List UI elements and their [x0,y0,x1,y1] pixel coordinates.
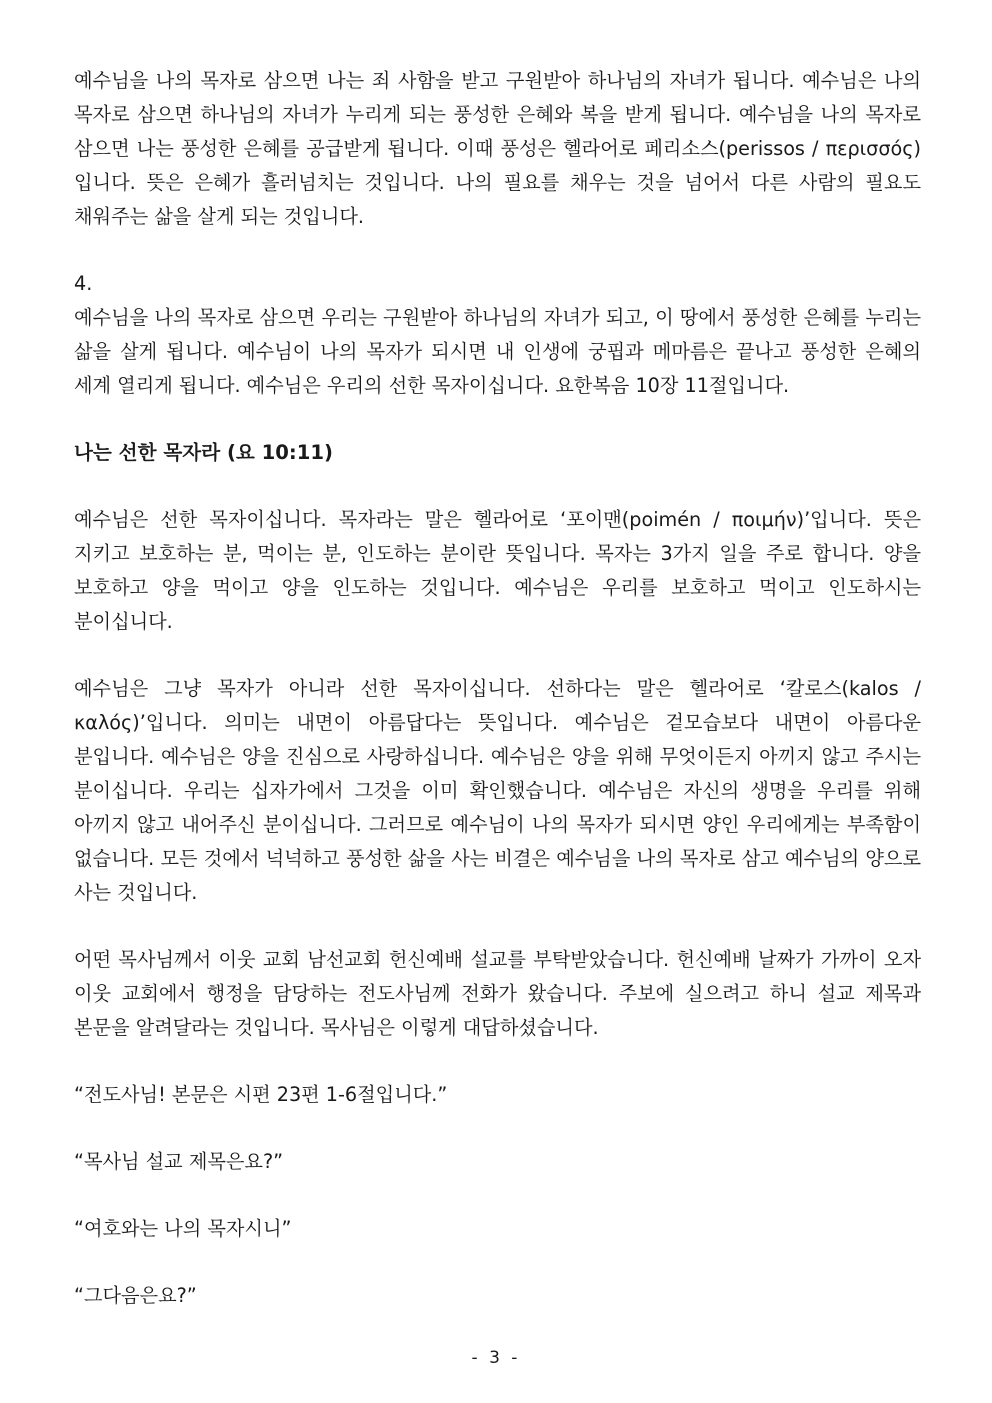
section-number: 4. [74,272,93,295]
paragraph-gap [74,1045,921,1078]
paragraph: 예수님을 나의 목자로 삼으면 나는 죄 사함을 받고 구원받아 하나님의 자녀가 됩니다. 예수님은 나의 목자로 삼으면 하나님의 자녀가 누리게 되는 풍성한 은혜와 복을 받게 됩니다. 예수님을 나의 목자로 삼으면 나는 풍성한 은혜를 공급받게 됩니다. 이때 풍성은 헬라어로 페리소스(perissos / περισσός)입니다. 뜻은 은혜가 흘러넘치는 것입니다. 나의 필요를 채우는 것을 넘어서 다른 사람의 필요도 채워주는 삶을 살게 되는 것입니다. [74,69,921,228]
section-heading: 나는 선한 목자라 (요 10:11) [74,441,333,464]
paragraph-gap [74,403,921,436]
dialogue-line: “여호와는 나의 목자시니” [74,1217,292,1240]
paragraph: 예수님은 선한 목자이십니다. 목자라는 말은 헬라어로 ‘포이맨(poimén / ποιμήν)’입니다. 뜻은 지키고 보호하는 분, 먹이는 분, 인도하는 분이란 뜻입니다. 목자는 3가지 일을 주로 합니다. 양을 보호하고 양을 먹이고 양을 인도하는 것입니다. 예수님은 우리를 보호하고 먹이고 인도하시는 분이십니다. [74,508,921,633]
paragraph-gap [74,639,921,672]
page-number: - 3 - [471,1348,521,1368]
paragraph: 예수님은 그냥 목자가 아니라 선한 목자이십니다. 선하다는 말은 헬라어로 ‘칼로스(kalos / καλός)’입니다. 의미는 내면이 아름답다는 뜻입니다. 예수님은 겉모습보다 내면이 아름다운 분입니다. 예수님은 양을 진심으로 사랑하십니다. 예수님은 양을 위해 무엇이든지 아끼지 않고 주시는 분이십니다. 우리는 십자가에서 그것을 이미 확인했습니다. 예수님은 자신의 생명을 우리를 위해 아끼지 않고 내어주신 분이십니다. 그러므로 예수님이 나의 목자가 되시면 양인 우리에게는 부족함이 없습니다. 모든 것에서 넉넉하고 풍성한 삶을 사는 비결은 예수님을 나의 목자로 삼고 예수님의 양으로 사는 것입니다. [74,677,921,904]
paragraph-gap [74,1179,921,1212]
paragraph: 예수님을 나의 목자로 삼으면 우리는 구원받아 하나님의 자녀가 되고, 이 땅에서 풍성한 은혜를 누리는 삶을 살게 됩니다. 예수님이 나의 목자가 되시면 내 인생에 궁핍과 메마름은 끝나고 풍성한 은혜의 세계 열리게 됩니다. 예수님은 우리의 선한 목자이십니다. 요한복음 10장 11절입니다. [74,306,921,397]
document-body [74,64,921,1313]
paragraph-gap [74,234,921,267]
paragraph-gap [74,910,921,943]
dialogue-line: “그다음은요?” [74,1284,197,1307]
dialogue-line: “전도사님! 본문은 시편 23편 1-6절입니다.” [74,1083,448,1106]
paragraph-gap [74,470,921,503]
dialogue-line: “목사님 설교 제목은요?” [74,1150,284,1173]
paragraph-gap [74,1246,921,1279]
paragraph: 어떤 목사님께서 이웃 교회 남선교회 헌신예배 설교를 부탁받았습니다. 헌신예배 날짜가 가까이 오자 이웃 교회에서 행정을 담당하는 전도사님께 전화가 왔습니다. 주보에 실으려고 하니 설교 제목과 본문을 알려달라는 것입니다. 목사님은 이렇게 대답하셨습니다. [74,948,921,1039]
paragraph-gap [74,1112,921,1145]
